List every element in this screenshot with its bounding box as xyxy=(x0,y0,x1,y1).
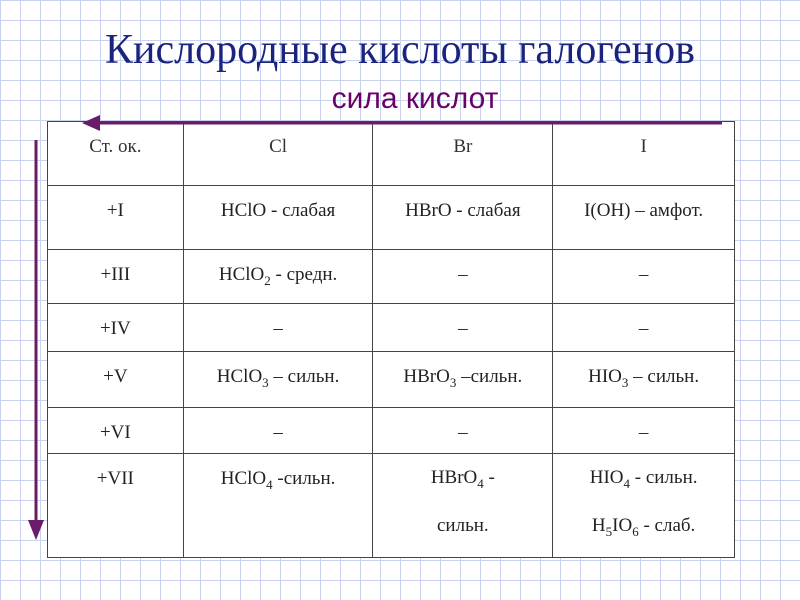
page-subtitle: сила кислот xyxy=(331,82,499,115)
acid-cell-i: – xyxy=(553,250,735,304)
acid-cell-cl: – xyxy=(183,304,373,352)
acid-cell-br: HBrO$_3$ –сильн. xyxy=(373,352,553,408)
ox-state-cell: +IV xyxy=(48,304,184,352)
header-i: I xyxy=(553,122,735,186)
acid-cell-i: $HIO_4$ - сильн. $H_5IO_6$ - слаб. xyxy=(553,454,735,558)
ox-state-cell: +III xyxy=(48,250,184,304)
acid-cell-br: HBrO$_4$ - сильн. xyxy=(373,454,553,558)
ox-state-cell: +I xyxy=(48,186,184,250)
table-header-row xyxy=(48,122,735,186)
acid-cell-cl: – xyxy=(183,408,373,454)
ox-state-cell: +V xyxy=(48,352,184,408)
acid-cell-cl: HClO$_2$ - средн. xyxy=(183,250,373,304)
acids-table xyxy=(47,121,735,558)
acid-cell-br: – xyxy=(373,304,553,352)
table-row xyxy=(48,454,735,558)
acid-cell-br: HBrO - слабая xyxy=(373,186,553,250)
ox-state-cell: +VI xyxy=(48,408,184,454)
table-row xyxy=(48,408,735,454)
acid-cell-br: – xyxy=(373,408,553,454)
acid-cell-cl: HClO$_4$ -сильн. xyxy=(183,454,373,558)
acid-cell-br: – xyxy=(373,250,553,304)
acid-cell-i: – xyxy=(553,304,735,352)
acid-cell-i: – xyxy=(553,408,735,454)
acid-cell-i: $HIO_3$ – сильн. xyxy=(553,352,735,408)
page-title: Кислородные кислоты галогенов xyxy=(105,27,695,73)
table-row xyxy=(48,250,735,304)
ox-state-cell: +VII xyxy=(48,454,184,558)
vertical-arrow-icon xyxy=(28,140,44,540)
acid-cell-cl: HClO$_3$ – сильн. xyxy=(183,352,373,408)
acid-cell-cl: HClO - слабая xyxy=(183,186,373,250)
table-row xyxy=(48,186,735,250)
table-row xyxy=(48,304,735,352)
header-cl: Cl xyxy=(183,122,373,186)
acid-cell-i: I(OH) – амфот. xyxy=(553,186,735,250)
header-oxidation-state: Ст. ок. xyxy=(48,122,184,186)
table-row xyxy=(48,352,735,408)
header-br: Br xyxy=(373,122,553,186)
